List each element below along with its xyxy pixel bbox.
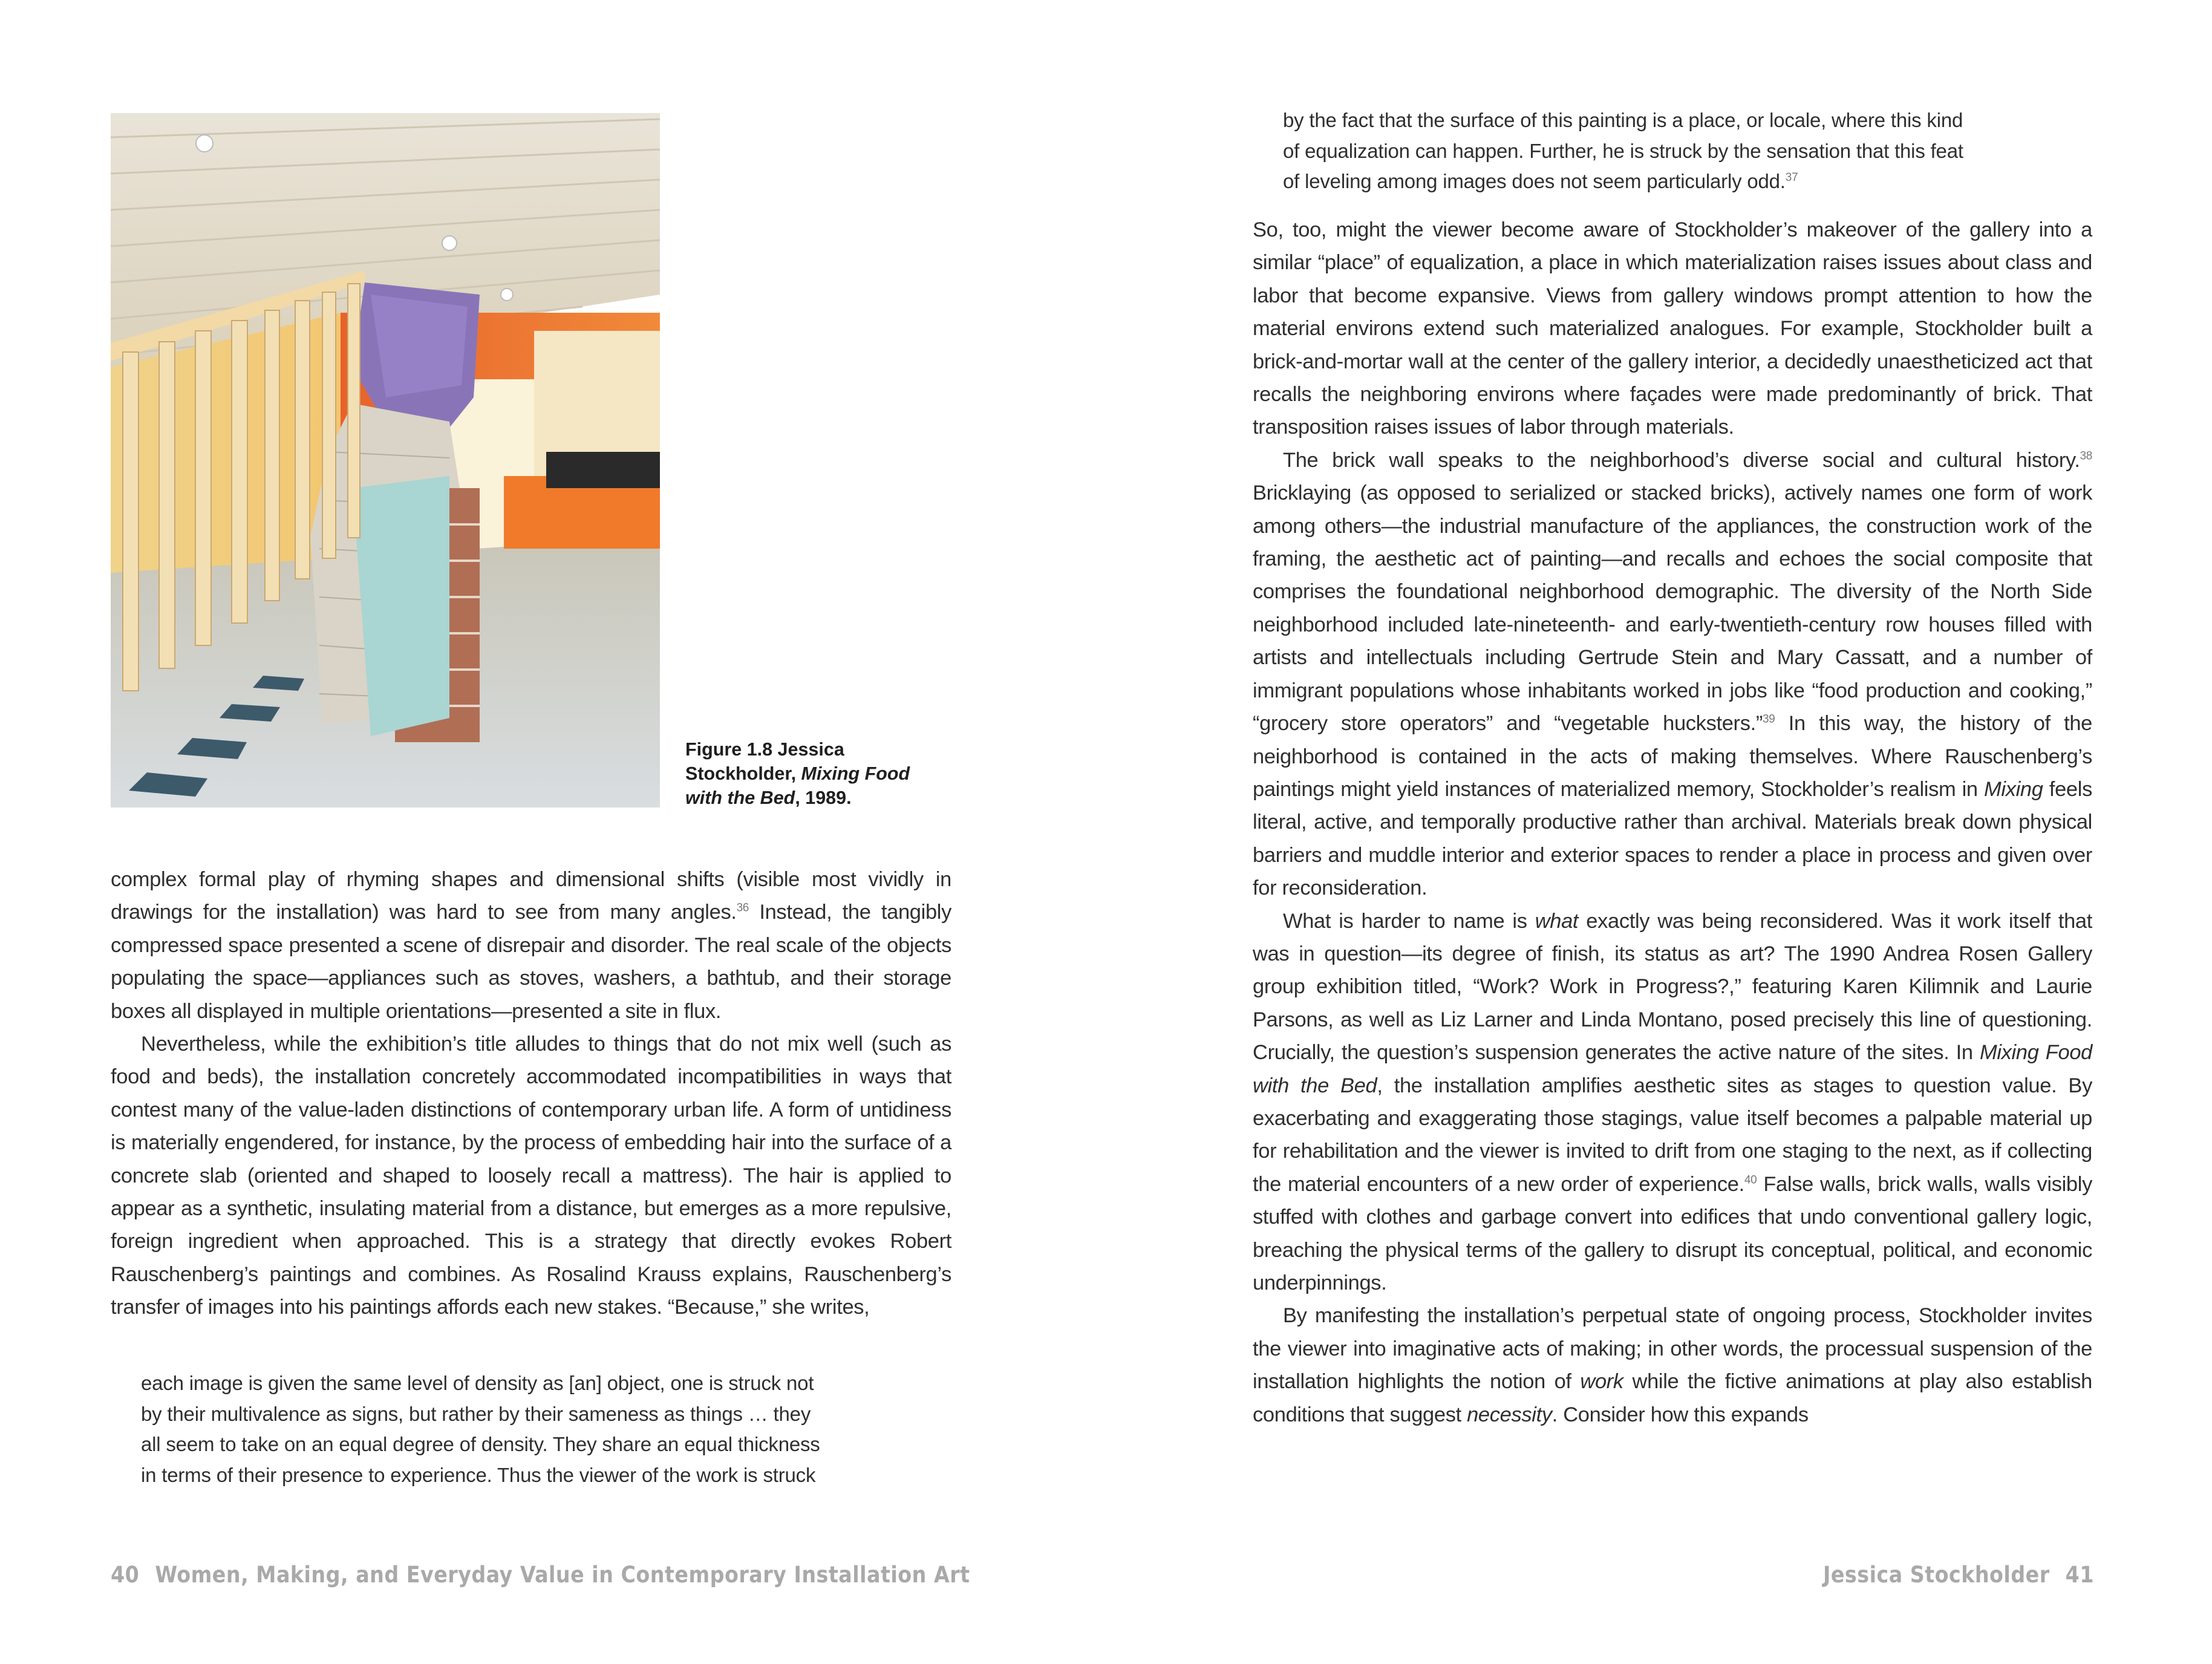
caption-title: Mixing Food with the Bed	[685, 763, 910, 808]
right-block-quote	[1283, 105, 2069, 197]
right-body-paragraph: So, too, might the viewer become aware of Stockholder’s makeover of the gallery into a similar “place” of equalization, a place in which materialization raises issues about class and labor that become expansive. Views from gallery windows prompt attention to how the material environs extend such materialized analogues. For example, Stockholder built a brick-and-mortar wall at the center of the gallery interior, a decidedly unaestheticized act that recalls the neighboring environs where façades were made predominantly of brick. That transposition raises issues of labor through materials.	[1253, 218, 2092, 439]
left-body-paragraph: Nevertheless, while the exhibition’s title alludes to things that do not mix well (such as food and beds), the installation concretely accommodated incompatibilities in ways that contest many of the value-laden distinctions of contemporary urban life. A form of untidiness is materially engendered, for instance, by the process of embedding hair into the surface of a concrete slab (oriented and shaped to loosely recall a mattress). The hair is applied to appear as a synthetic, insulating material from a distance, but emerges as a more repulsive, foreign ingredient when approached. This is a strategy that directly evokes Robert Rauschenberg’s paintings and combines. As Rosalind Krauss explains, Rauschenberg’s transfer of images into his paintings affords each new stakes. “Because,” she writes,	[111, 1033, 951, 1319]
right-quote-line: of leveling among images does not seem particularly odd.$^{37}$	[1283, 170, 1798, 192]
left-quote-line: by their multivalence as signs, but rather by their sameness as things … they	[141, 1402, 811, 1425]
right-page	[1106, 0, 2212, 1664]
caption-label: Figure 1.8 Jessica Stockholder,	[685, 739, 844, 784]
right-body-paragraph: The brick wall speaks to the neighborhood’s diverse social and cultural history.$^{38}$ Bricklaying (as opposed to serialized or stacked bricks), actively names one form of work among others—the industrial manufacture of the appliances, the construction work of the framing, the aesthetic act of painting—and recalls and echoes the social composite that comprises the foundational neighborhood demographic. The diversity of the North Side neighborhood included late-nineteenth- and early-twentieth-century row houses filled with artists and intellectuals including Gertrude Stein and Mary Cassatt, and a number of immigrant populations whose inhabitants worked in jobs like “food production and cooking,” “grocery store operators” and “vegetable hucksters.”$^{39}$ In this way, the history of the neighborhood is contained in the acts of making themselves. Where Rauschenberg’s paintings might yield instances of materialized memory, Stockholder’s realism in Mixing feels literal, active, and temporally productive rather than archival. Materials break down physical barriers and muddle interior and exterior spaces to render a place in process and given over for reconsideration.	[1253, 448, 2092, 900]
left-body-paragraph: complex formal play of rhyming shapes and dimensional shifts (visible most vividly in drawings for the installation) was hard to see from many angles.$^{36}$ Instead, the tangibly compressed space presented a scene of disrepair and disorder. The real scale of the objects populating the space—appliances such as stoves, washers, a bathtub, and their storage boxes all displayed in multiple orientations—presented a site in flux.	[111, 868, 951, 1023]
running-head-left: Women, Making, and Everyday Value in Contemporary Installation Art	[155, 1562, 970, 1588]
right-quote-line: by the fact that the surface of this painting is a place, or locale, where this kind	[1283, 109, 1963, 131]
figure-caption	[685, 737, 939, 810]
right-body-paragraph: What is harder to name is what exactly was being reconsidered. Was it work itself that was in question—its degree of finish, its status as art? The 1990 Andrea Rosen Gallery group exhibition titled, “Work? Work in Progress?,” featuring Karen Kilimnik and Laurie Parsons, as well as Liz Larner and Linda Montano, posed precisely this line of questioning. Crucially, the question’s suspension generates the active nature of the sites. In Mixing Food with the Bed, the installation amplifies aesthetic sites as stages to question value. By exacerbating and exaggerating those stagings, value itself becomes a palpable material up for rehabilitation and the viewer is invited to drift from one staging to the next, as if collecting the material encounters of a new order of experience.$^{40}$ False walls, brick walls, walls visibly stuffed with clothes and garbage convert into edifices that undo conventional gallery logic, breaching the physical terms of the gallery to disrupt its conceptual, political, and economic underpinnings.	[1253, 909, 2092, 1294]
left-quote-line: in terms of their presence to experience. Thus the viewer of the work is struck	[141, 1463, 816, 1486]
left-block-quote	[141, 1368, 921, 1490]
left-quote-line: all seem to take on an equal degree of density. They share an equal thickness	[141, 1433, 820, 1455]
installation-photo	[111, 113, 660, 808]
footer-right	[1823, 1562, 2094, 1588]
caption-year: , 1989.	[795, 788, 852, 808]
mixing-food-with-the-bed-image	[111, 113, 660, 808]
left-body-text	[111, 863, 951, 1324]
right-quote-line: of equalization can happen. Further, he is struck by the sensation that this feat	[1283, 139, 1963, 162]
running-head-right: Jessica Stockholder	[1822, 1562, 2050, 1588]
footer-left	[111, 1562, 970, 1588]
page-number-right: 41	[2065, 1562, 2094, 1588]
right-body-text	[1253, 214, 2092, 1431]
left-quote-line: each image is given the same level of density as [an] object, one is struck not	[141, 1372, 814, 1394]
right-body-paragraph: By manifesting the installation’s perpetual state of ongoing process, Stockholder invites the viewer into imaginative acts of making; in other words, the processual suspension of the installation highlights the notion of work while the fictive animations at play also establish conditions that suggest necessity. Consider how this expands	[1253, 1304, 2092, 1426]
page-number-left: 40	[111, 1562, 140, 1588]
